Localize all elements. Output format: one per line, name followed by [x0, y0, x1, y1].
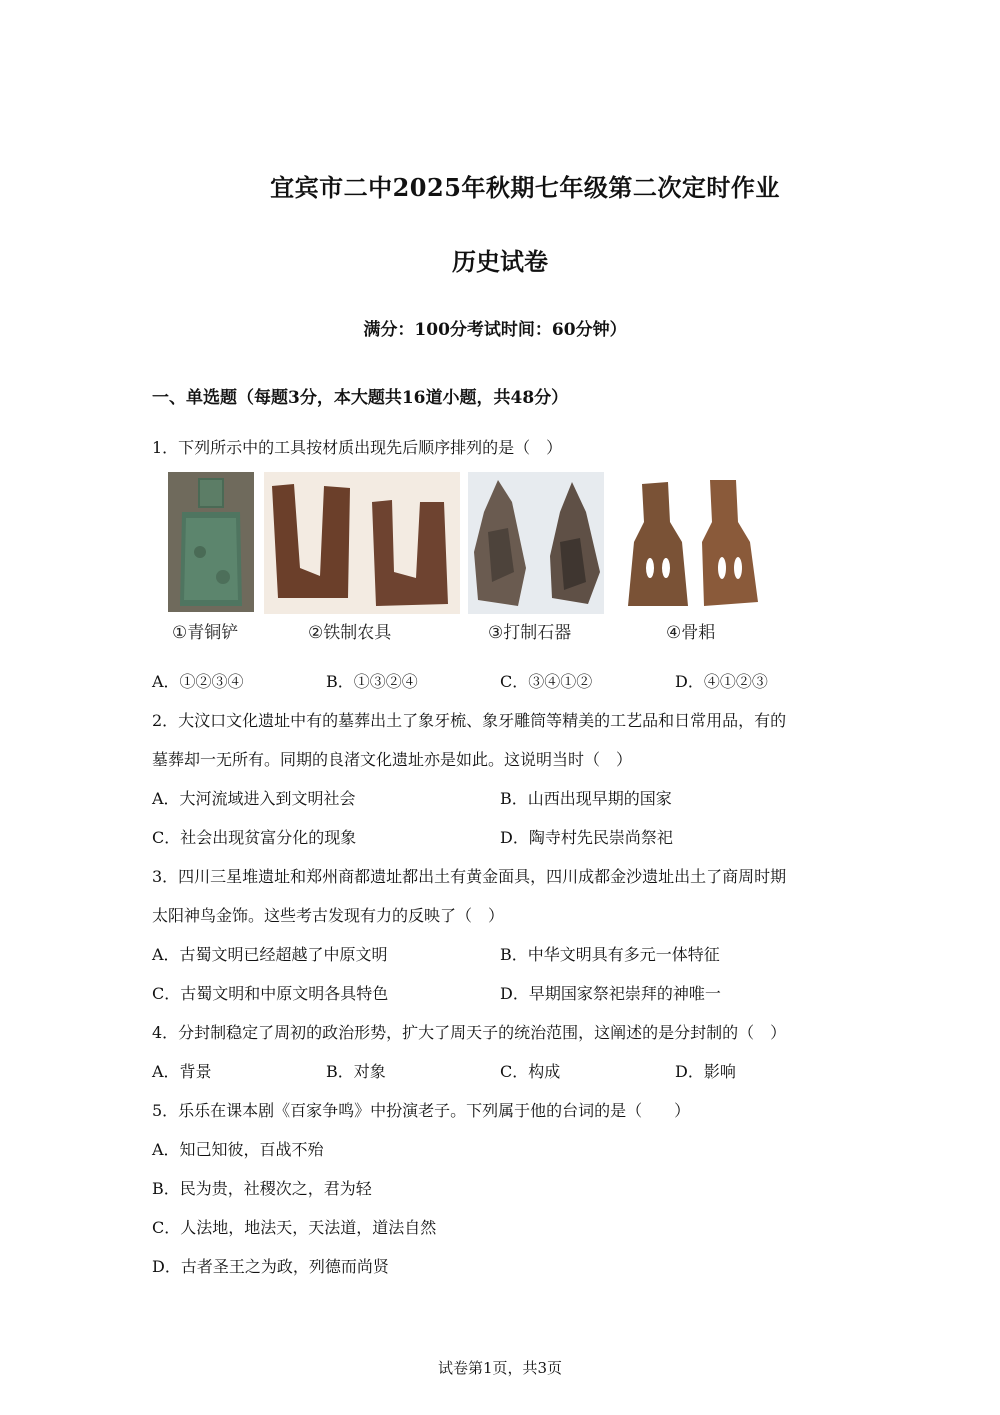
exam-title: 宜宾市二中2025年秋期七年级第二次定时作业 [270, 173, 780, 202]
question-1-option-b: B．①③②④ [326, 672, 418, 691]
question-1-option-a: A．①②③④ [152, 672, 244, 691]
iron-tools-image [264, 472, 460, 614]
question-4-option-c: C．构成 [500, 1062, 561, 1081]
question-5-option-a: A．知己知彼，百战不殆 [152, 1140, 324, 1159]
question-4-stem: 4．分封制稳定了周初的政治形势，扩大了周天子的统治范围，这阐述的是分封制的（ ） [152, 1023, 787, 1042]
question-2-option-c: C．社会出现贫富分化的现象 [152, 828, 357, 847]
page-footer: 试卷第1页，共3页 [437, 1359, 563, 1377]
question-4-option-a: A．背景 [152, 1062, 212, 1081]
bronze-spade-image [168, 472, 254, 612]
figure-caption: ④骨耜 [666, 623, 716, 643]
question-3-stem-cont: 太阳神鸟金饰。这些考古发现有力的反映了（ ） [152, 906, 505, 925]
question-3-option-a: A．古蜀文明已经超越了中原文明 [152, 945, 388, 964]
question-2-option-b: B．山西出现早期的国家 [500, 789, 672, 808]
question-5-option-b: B．民为贵，社稷次之，君为轻 [152, 1179, 372, 1198]
question-4-option-b: B．对象 [326, 1062, 386, 1081]
figure-caption: ③打制石器 [488, 623, 572, 643]
bone-spade-image [624, 472, 764, 614]
question-1-option-c: C．③④①② [500, 672, 593, 691]
question-2-option-d: D．陶寺村先民崇尚祭祀 [500, 828, 673, 847]
question-3-option-b: B．中华文明具有多元一体特征 [500, 945, 720, 964]
question-3-stem: 3．四川三星堆遗址和郑州商都遗址都出土有黄金面具，四川成都金沙遗址出土了商周时期 [152, 867, 787, 886]
chipped-stone-tools-image [468, 472, 604, 614]
question-3-option-d: D．早期国家祭祀崇拜的神唯一 [500, 984, 721, 1003]
question-5-option-d: D．古者圣王之为政，列德而尚贤 [152, 1257, 389, 1276]
question-5-option-c: C．人法地，地法天，天法道，道法自然 [152, 1218, 437, 1237]
question-1-stem: 1．下列所示中的工具按材质出现先后顺序排列的是（ ） [152, 438, 563, 457]
question-2-stem: 2．大汶口文化遗址中有的墓葬出土了象牙梳、象牙雕筒等精美的工艺品和日常用品，有的 [152, 711, 787, 730]
section-heading: 一、单选题（每题3分，本大题共16道小题，共48分） [152, 388, 569, 408]
question-2-option-a: A．大河流域进入到文明社会 [152, 789, 356, 808]
question-2-stem-cont: 墓葬却一无所有。同期的良渚文化遗址亦是如此。这说明当时（ ） [152, 750, 633, 769]
exam-info: 满分：100分考试时间：60分钟） [363, 320, 627, 340]
question-5-stem: 5．乐乐在课本剧《百家争鸣》中扮演老子。下列属于他的台词的是（ ） [152, 1101, 691, 1120]
figure-caption: ①青铜铲 [172, 623, 239, 643]
question-3-option-c: C．古蜀文明和中原文明各具特色 [152, 984, 389, 1003]
question-1-option-d: D．④①②③ [675, 672, 768, 691]
question-1-figure [168, 472, 768, 644]
question-4-option-d: D．影响 [675, 1062, 736, 1081]
figure-caption: ②铁制农具 [308, 623, 392, 643]
exam-subject: 历史试卷 [452, 247, 548, 276]
